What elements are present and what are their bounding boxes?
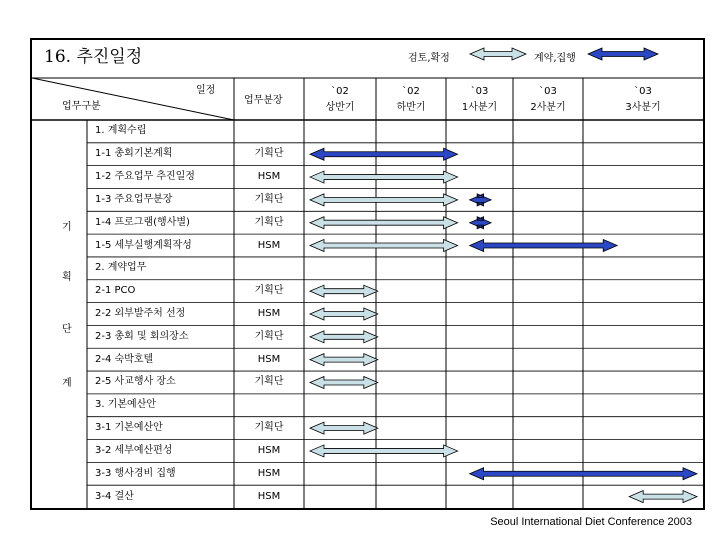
task-label: 1-4 프로그램(행사별) [95,216,190,228]
period-year: `03 [470,86,489,97]
task-label: 3-4 결산 [95,490,134,502]
phase-label-char: 계 [62,378,72,389]
task-owner: HSM [257,171,281,183]
task-label: 1-1 총회기본계획 [95,148,173,160]
period-year: `02 [331,86,349,97]
contract-arrow [310,148,458,160]
review-arrow [310,217,458,229]
task-owner: 기획단 [254,330,284,342]
period-year: `03 [539,86,557,97]
task-label: 2-4 숙박호텔 [95,353,154,365]
period-header [446,84,513,116]
review-arrow [310,308,378,320]
review-arrow [310,376,378,388]
legend-contract-arrow [588,48,658,60]
period-label: 상반기 [325,102,355,113]
task-label: 1-2 주요업무 추진일정 [95,171,195,183]
task-owner: HSM [257,467,281,479]
task-label: 3-1 기본예산안 [95,422,163,434]
task-label: 3-2 세부예산편성 [95,444,173,456]
contract-arrow [470,194,492,206]
task-owner: HSM [257,490,281,502]
period-header [513,84,583,116]
legend-arrows [470,48,658,60]
period-header [304,84,376,116]
header-schedule: 일정 [196,85,216,96]
footer-text: Seoul International Diet Conference 2003 [490,516,692,528]
legend-review-arrow [470,48,526,60]
contract-arrow [470,240,618,252]
task-label: 2-5 사교행사 장소 [95,376,176,388]
period-header [376,84,446,116]
contract-arrow [470,217,492,229]
period-header [583,84,703,116]
task-owner: HSM [257,239,281,251]
task-owner: 기획단 [254,376,284,388]
phase-label-char: 획 [62,272,72,283]
task-owner: 기획단 [254,285,284,297]
review-arrow [310,194,458,206]
task-label: 3-3 행사경비 집행 [95,467,176,479]
task-owner: 기획단 [254,148,284,160]
period-label: 1사분기 [461,102,498,113]
task-owner: 기획단 [254,193,284,205]
phase-label-char: 기 [62,222,72,233]
legend-contract-label: 계약,집행 [534,53,576,64]
review-arrow [310,240,458,252]
task-owner: 기획단 [254,422,284,434]
period-label: 3사분기 [625,102,661,113]
period-year: `03 [634,86,652,97]
review-arrow [310,354,378,366]
section-title: 3. 기본예산안 [95,399,157,411]
task-label: 1-3 주요업무분장 [95,193,173,205]
header-task-category: 업무구분 [62,101,101,112]
period-label: 하반기 [396,102,426,113]
review-arrow [310,422,378,434]
section-title: 1. 계획수립 [95,125,147,137]
task-owner: HSM [257,353,281,365]
review-arrow [310,331,378,343]
period-label: 2사분기 [530,102,566,113]
review-arrow [310,445,458,457]
task-label: 2-1 PCO [95,285,136,297]
period-year: `02 [402,86,420,97]
review-arrow [310,171,458,183]
phase-label-char: 단 [62,324,72,335]
task-owner: HSM [257,444,281,456]
section-title: 2. 계약업무 [95,262,147,274]
header-assignment: 업무분장 [244,95,283,106]
task-owner: HSM [257,308,281,319]
page-title: 16. 추진일정 [44,47,143,67]
task-label: 1-5 세부실행계획작성 [95,239,192,251]
task-label: 2-3 총회 및 회의장소 [95,330,189,342]
review-arrow [310,285,378,297]
task-owner: 기획단 [254,216,284,228]
review-arrow [629,491,697,503]
task-label: 2-2 외부발주처 선정 [95,308,186,319]
legend-review-label: 검토,확정 [408,53,450,64]
